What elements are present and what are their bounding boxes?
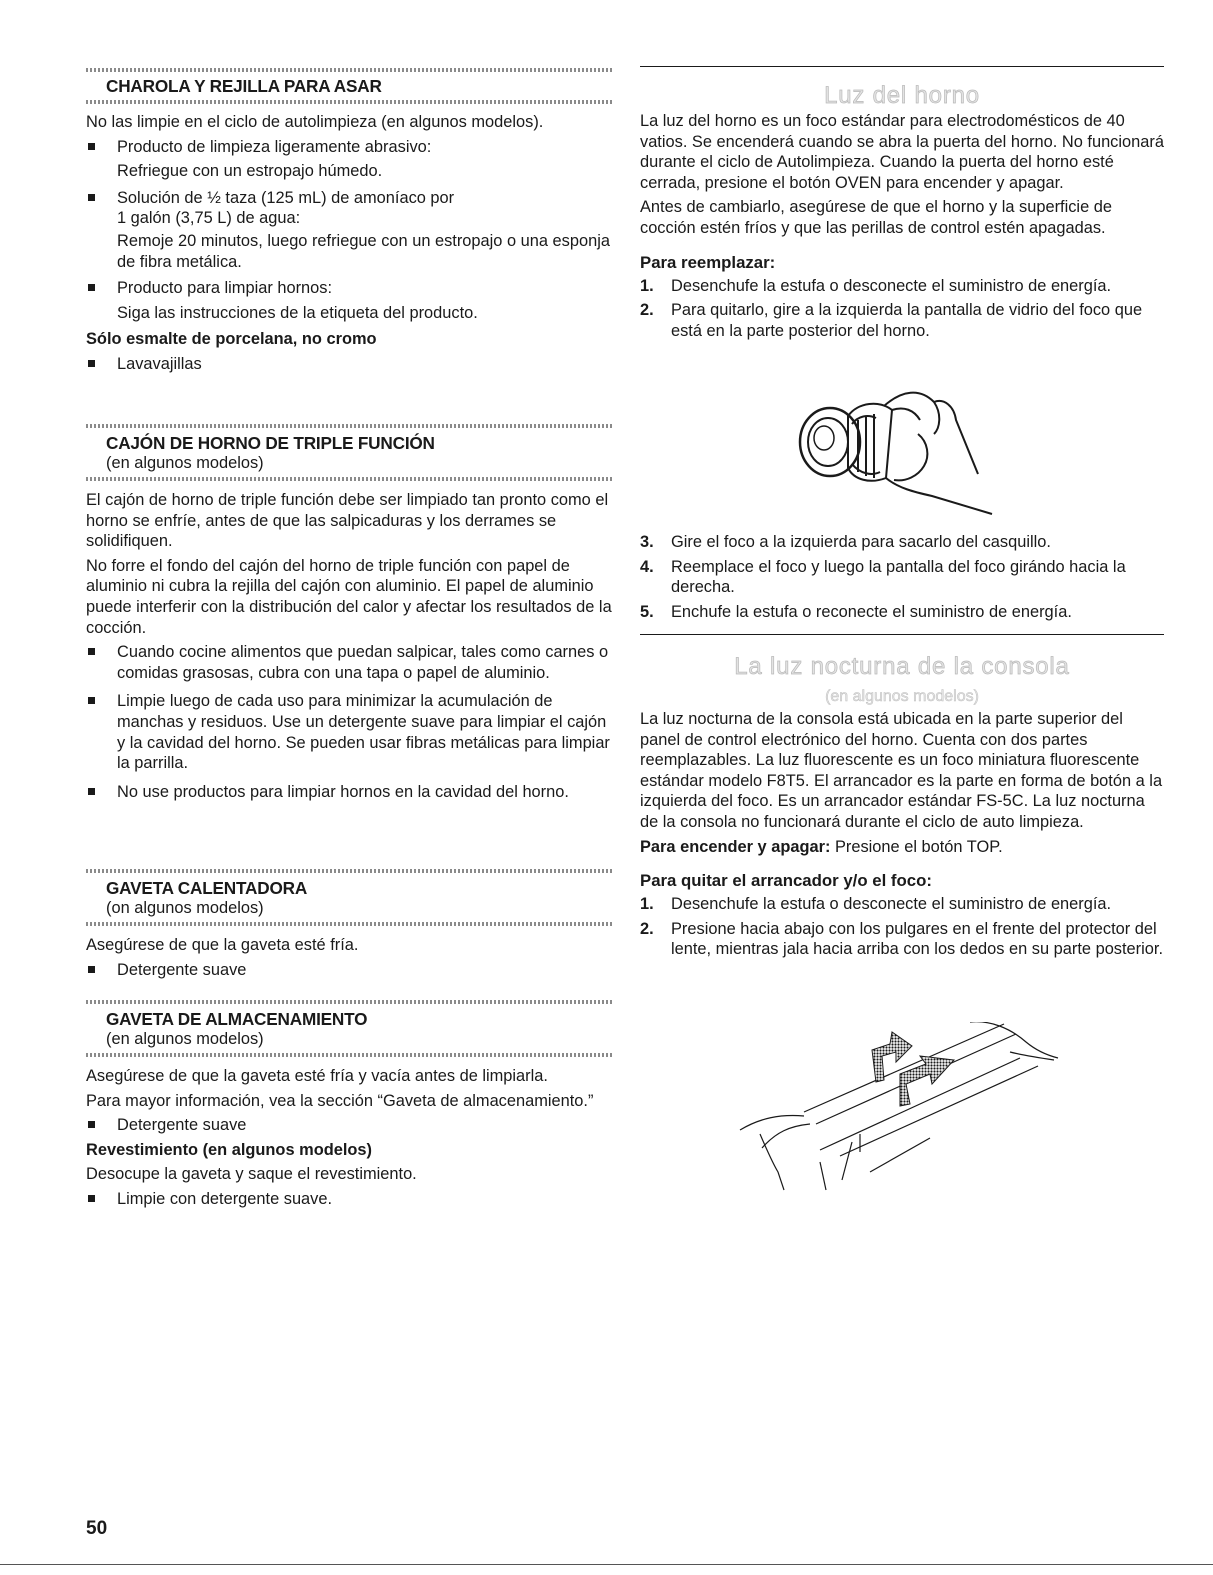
step-item: 2. Para quitarlo, gire a la izquierda la pantalla de vidrio del foco que está en la parte posterior del horno.	[640, 301, 1143, 340]
lens-removal-illustration	[720, 1022, 1060, 1194]
bullet-list	[86, 278, 614, 299]
section-title: GAVETA CALENTADORA	[106, 878, 308, 898]
section-title: GAVETA DE ALMACENAMIENTO	[106, 1009, 368, 1029]
bullet-list	[86, 960, 614, 981]
paragraph: Desocupe la gaveta y saque el revestimiento.	[86, 1165, 417, 1184]
bullet-list	[86, 188, 614, 229]
subheading: Revestimiento (en algunos modelos)	[86, 1140, 372, 1159]
step-item: 1. Desenchufe la estufa o desconecte el suministro de energía.	[640, 895, 1112, 914]
list-item: Producto para limpiar hornos:	[86, 278, 614, 299]
section-header	[86, 72, 614, 100]
bullet-list	[86, 642, 614, 802]
section-header	[86, 1004, 614, 1053]
section-subtitle: (en algunos modelos)	[106, 454, 264, 472]
bullet-list	[86, 354, 614, 375]
section-cajon	[86, 424, 614, 806]
page-number: 50	[86, 1518, 108, 1539]
list-item: Detergente suave	[86, 960, 614, 981]
paragraph: Para mayor información, vea la sección “Gaveta de almacenamiento.”	[86, 1091, 594, 1110]
section-gaveta-almacenamiento	[86, 1000, 614, 1214]
footer-rule	[0, 1564, 1213, 1565]
step-item: 1. Desenchufe la estufa o desconecte el suministro de energía.	[640, 276, 1112, 295]
list-item: Solución de ½ taza (125 mL) de amoníaco por 1 galón (3,75 L) de agua:	[86, 188, 614, 229]
section-luz-nocturna	[640, 634, 1164, 964]
item-detail: Remoje 20 minutos, luego refriegue con un estropajo o una esponja de fibra metálica.	[117, 231, 610, 271]
bulb-removal-illustration	[788, 380, 1008, 520]
section-rule	[640, 66, 1164, 67]
paragraph: La luz nocturna de la consola está ubicada en la parte superior del panel de control electrónico del horno. Cuenta con dos partes reemplazables. La luz fluorescente es un foco miniatura fluorescente estándar modelo F8T5. El arrancador es la parte en forma de botón a la izquierda del foco. Es un arrancador estándar FS-5C. La luz nocturna de la consola no funcionará durante el ciclo de auto limpieza.	[640, 710, 1163, 831]
section-gaveta-calentadora	[86, 869, 614, 984]
paragraph: Antes de cambiarlo, asegúrese de que el horno y la superficie de cocción estén fríos y que las perillas de control estén apagadas.	[640, 198, 1112, 237]
bullet-list	[86, 137, 614, 158]
section-luz-horno	[640, 66, 1164, 345]
list-item: Lavavajillas	[86, 354, 614, 375]
step-list	[640, 894, 1164, 960]
subheading: Para quitar el arrancador y/o el foco:	[640, 871, 932, 891]
paragraph: Asegúrese de que la gaveta esté fría y vacía antes de limpiarla.	[86, 1067, 548, 1085]
list-item: Cuando cocine alimentos que puedan salpicar, tales como carnes o comidas grasosas, cubra con una tapa o papel de aluminio.	[86, 642, 614, 683]
luz-steps-continued	[640, 532, 1164, 626]
step-item: 3. Gire el foco a la izquierda para sacarlo del casquillo.	[640, 533, 1051, 551]
subheading: Para reemplazar:	[640, 252, 776, 272]
step-item: 2. Presione hacia abajo con los pulgares en el frente del protector del lente, mientras jala hacia arriba con los dedos en su parte posterior.	[640, 919, 1163, 959]
list-item: Limpie luego de cada uso para minimizar la acumulación de manchas y residuos. Use un detergente suave para limpiar el cajón y la cavidad del horno. Se pueden usar fibras metálicas para limpiar la parrilla.	[86, 691, 614, 773]
section-header	[86, 873, 614, 922]
bullet-list	[86, 1115, 614, 1136]
item-detail: Refriegue con un estropajo húmedo.	[117, 162, 383, 181]
list-item: No use productos para limpiar hornos en la cavidad del horno.	[86, 782, 614, 803]
section-header	[86, 428, 614, 477]
step-list	[640, 532, 1164, 622]
section-subtitle: (en algunos modelos)	[825, 688, 979, 705]
inline-bold-label: Para encender y apagar:	[640, 837, 831, 856]
bullet-list	[86, 1189, 614, 1210]
section-title: Luz del horno	[824, 82, 980, 109]
section-title: CHAROLA Y REJILLA PARA ASAR	[106, 76, 382, 96]
step-item: 4. Reemplace el foco y luego la pantalla del foco girándo hacia la derecha.	[640, 557, 1126, 597]
paragraph: El cajón de horno de triple función debe ser limpiado tan pronto como el horno se enfríe, antes de que las salpicaduras y los derrames se solidifiquen.	[86, 491, 609, 551]
list-item: Detergente suave	[86, 1115, 614, 1136]
list-item: Producto de limpieza ligeramente abrasivo:	[86, 137, 614, 158]
section-rule	[640, 634, 1164, 635]
paragraph: Para encender y apagar: Presione el botón TOP.	[640, 837, 1003, 856]
list-item: Limpie con detergente suave.	[86, 1189, 614, 1210]
step-list	[640, 276, 1164, 342]
section-title: CAJÓN DE HORNO DE TRIPLE FUNCIÓN	[106, 433, 435, 453]
paragraph: No las limpie en el ciclo de autolimpieza (en algunos modelos).	[86, 113, 544, 131]
section-subtitle: (on algunos modelos)	[106, 899, 264, 917]
section-subtitle: (en algunos modelos)	[106, 1030, 264, 1048]
section-title: La luz nocturna de la consola	[734, 653, 1070, 680]
step-item: 5. Enchufe la estufa o reconecte el suministro de energía.	[640, 602, 1072, 621]
item-detail: Siga las instrucciones de la etiqueta del producto.	[117, 303, 478, 322]
paragraph: Asegúrese de que la gaveta esté fría.	[86, 936, 359, 954]
section-charola	[86, 68, 614, 379]
paragraph: No forre el fondo del cajón del horno de triple función con papel de aluminio ni cubra la rejilla del cajón con aluminio. El papel de aluminio puede interferir con la distribución del calor y afectar los resultados de la cocción.	[86, 556, 612, 637]
paragraph: La luz del horno es un foco estándar para electrodomésticos de 40 vatios. Se encenderá cuando se abra la puerta del horno. No funcionará durante el ciclo de Autolimpieza. Cuando la puerta del horno esté cerrada, presione el botón OVEN para encender y apagar.	[640, 112, 1164, 192]
subheading: Sólo esmalte de porcelana, no cromo	[86, 330, 377, 349]
